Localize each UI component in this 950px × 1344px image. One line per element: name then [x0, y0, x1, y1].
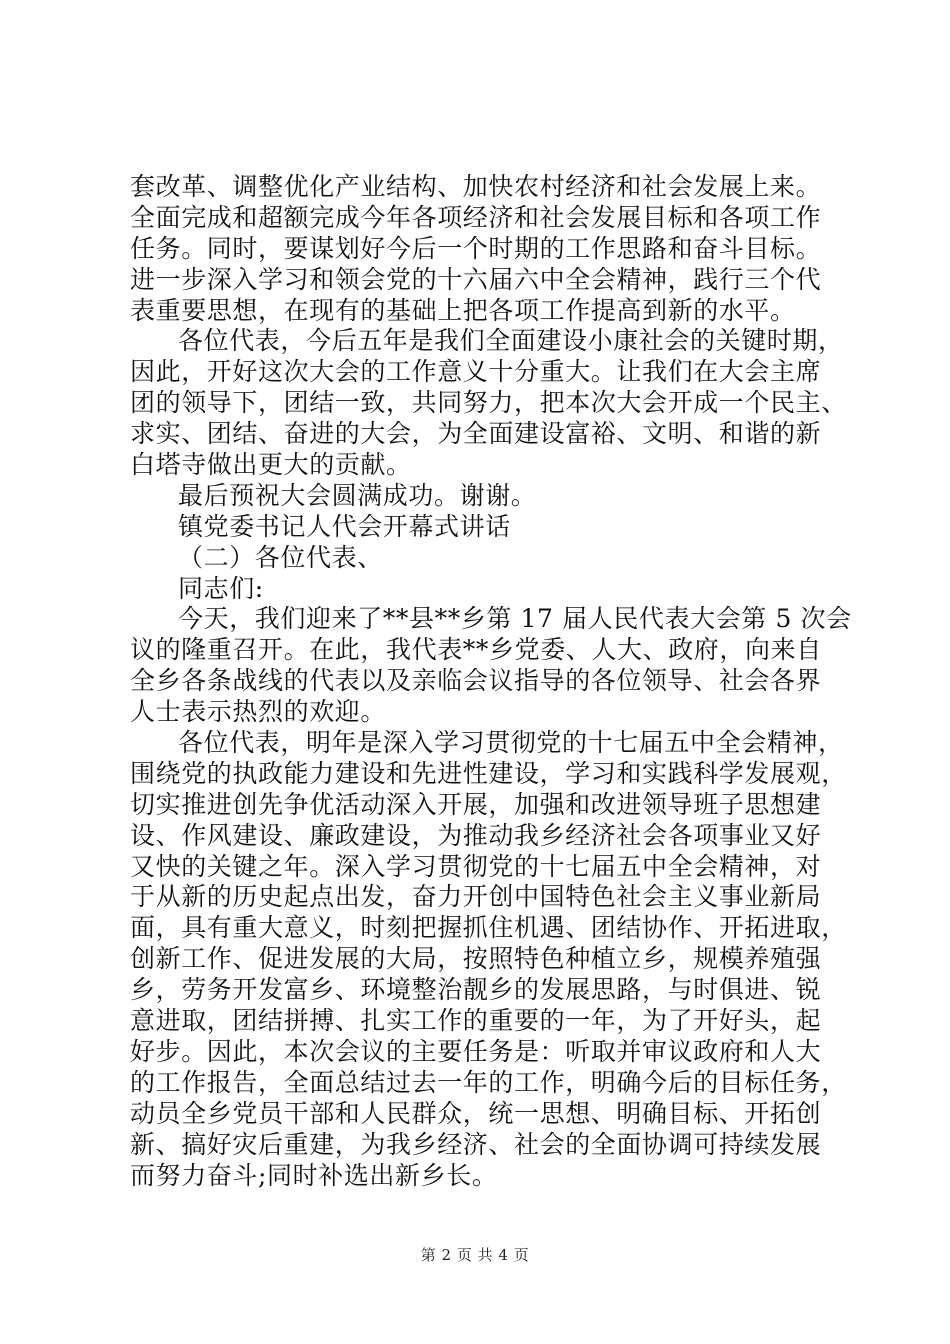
text-line: 意进取，团结拼搏、扎实工作的重要的一年，为了开好头，起: [130, 1006, 822, 1036]
page-number-footer: 第 2 页 共 4 页: [420, 1246, 530, 1264]
text-line: 套改革、调整优化产业结构、加快农村经济和社会发展上来。: [130, 172, 822, 201]
text-line: 围绕党的执政能力建设和先进性建设，学习和实践科学发展观，: [130, 758, 847, 788]
paragraph-start-line: 各位代表，明年是深入学习贯彻党的十七届五中全会精神，: [178, 728, 844, 758]
text-line: 而努力奋斗;同时补选出新乡长。: [130, 1160, 498, 1190]
text-line: 面，具有重大意义，时刻把握抓住机遇、团结协作、开拓进取，: [130, 913, 847, 943]
paragraph-start-line: 今天，我们迎来了**县**乡第 17 届人民代表大会第 5 次会: [178, 604, 852, 634]
text-line: 切实推进创先争优活动深入开展，加强和改进领导班子思想建: [130, 789, 822, 819]
section-title: 镇党委书记人代会开幕式讲话: [178, 511, 511, 541]
text-line: 进一步深入学习和领会党的十六届六中全会精神，践行三个代: [130, 264, 822, 294]
text-line: 又快的关键之年。深入学习贯彻党的十七届五中全会精神，对: [130, 851, 822, 881]
salutation-line: （二）各位代表、: [178, 542, 383, 572]
text-line: 人士表示热烈的欢迎。: [130, 697, 387, 727]
paragraph-start-line: 各位代表，今后五年是我们全面建设小康社会的关键时期，: [178, 326, 844, 356]
text-line: 全面完成和超额完成今年各项经济和社会发展目标和各项工作: [130, 202, 822, 232]
text-line: 设、作风建设、廉政建设，为推动我乡经济社会各项事业又好: [130, 820, 822, 850]
text-line: 议的隆重召开。在此，我代表**乡党委、人大、政府，向来自: [130, 635, 822, 665]
text-line: 团的领导下，团结一致，共同努力，把本次大会开成一个民主、: [130, 388, 847, 418]
paragraph-start-line: 最后预祝大会圆满成功。谢谢。: [178, 480, 537, 510]
text-line: 的工作报告，全面总结过去一年的工作，明确今后的目标任务，: [130, 1067, 847, 1097]
text-line: 好步。因此，本次会议的主要任务是：听取并审议政府和人大: [130, 1036, 822, 1066]
text-line: 动员全乡党员干部和人民群众，统一思想、明确目标、开拓创: [130, 1098, 822, 1128]
text-line: 表重要思想，在现有的基础上把各项工作提高到新的水平。: [130, 295, 796, 325]
text-line: 乡，劳务开发富乡、环境整治靓乡的发展思路，与时俱进、锐: [130, 975, 822, 1005]
text-line: 白塔寺做出更大的贡献。: [130, 450, 412, 480]
text-line: 创新工作、促进发展的大局，按照特色种植立乡，规模养殖强: [130, 944, 822, 974]
salutation-line: 同志们:: [178, 573, 264, 603]
text-line: 因此，开好这次大会的工作意义十分重大。让我们在大会主席: [130, 357, 822, 387]
text-line: 于从新的历史起点出发，奋力开创中国特色社会主义事业新局: [130, 882, 822, 912]
text-line: 全乡各条战线的代表以及亲临会议指导的各位领导、社会各界: [130, 666, 822, 696]
document-body: [130, 172, 850, 1191]
text-line: 新、搞好灾后重建，为我乡经济、社会的全面协调可持续发展: [130, 1129, 822, 1159]
text-line: 任务。同时，要谋划好今后一个时期的工作思路和奋斗目标。: [130, 233, 822, 263]
text-line: 求实、团结、奋进的大会，为全面建设富裕、文明、和谐的新: [130, 419, 822, 449]
